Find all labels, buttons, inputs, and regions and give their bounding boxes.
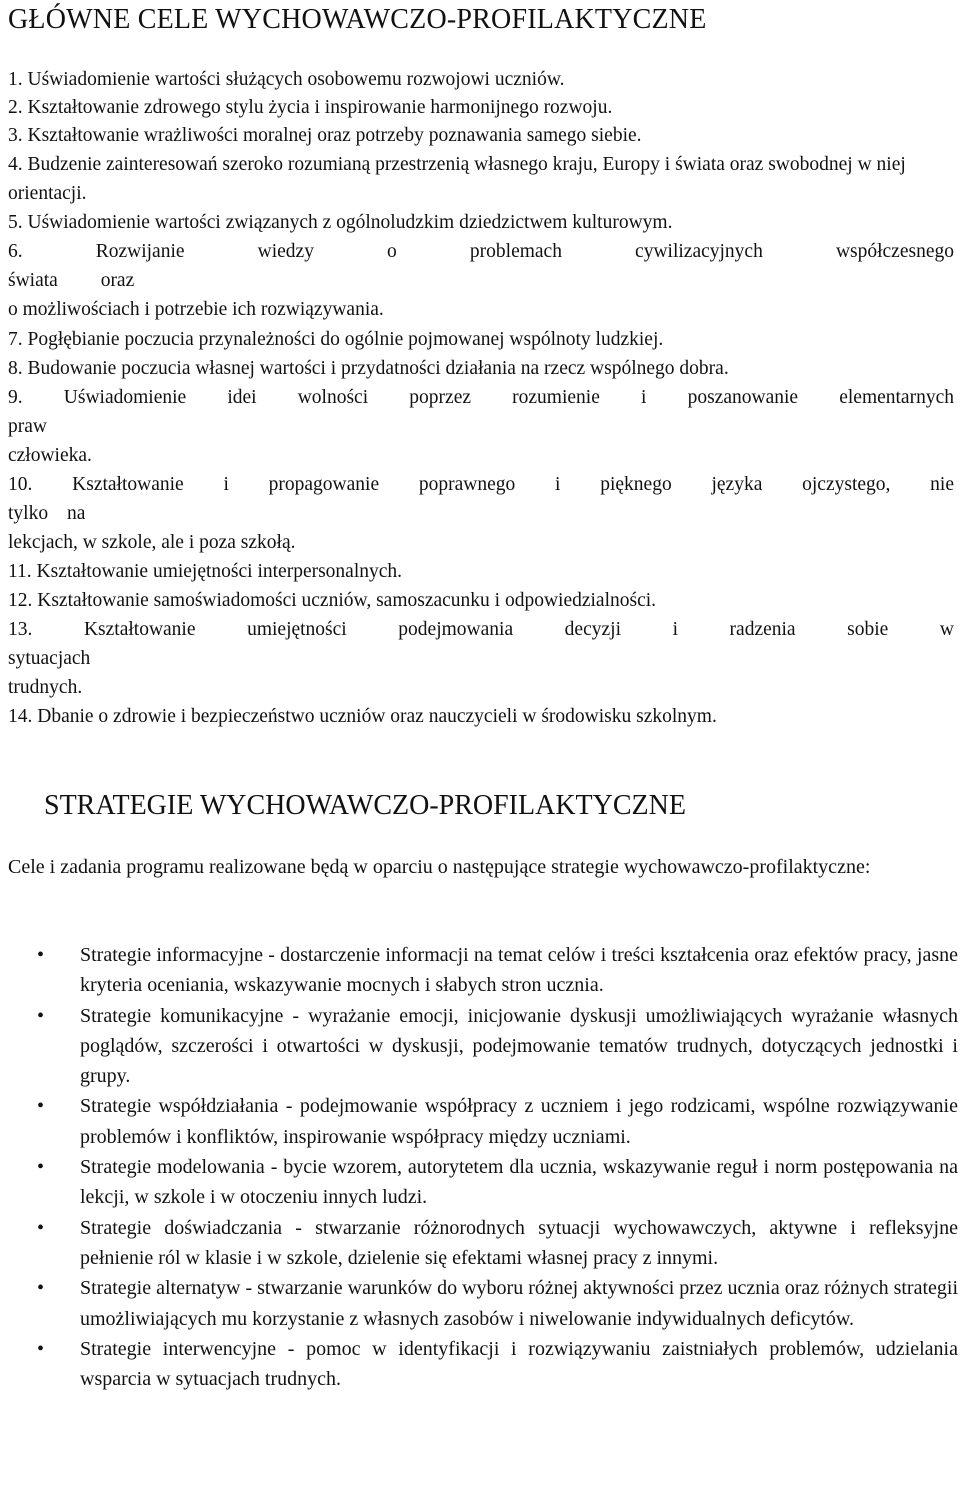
goal-item-6 [8,238,954,325]
strategy-item-modelowania [0,1152,960,1213]
strategy-item-wspoldzialania [0,1091,960,1152]
strategy-text: Strategie modelowania - bycie wzorem, autorytetem dla ucznia, wskazywanie reguł i norm postępowania na lekcji, w szkole i w otoczeniu innych ludzi. [80,1156,958,1209]
goal-item-9-line-3: człowieka. [8,444,92,466]
strategy-item-informacyjne [0,940,960,1001]
strategies-list [0,940,960,1394]
strategy-text: Strategie komunikacyjne - wyrażanie emocji, inicjowanie dyskusji umożliwiających wyrażanie własnych poglądów, szczerości i otwartości w dyskusji, podejmowanie tematów trudnych, dotyczących jednostki i grupy. [80,1004,958,1088]
goal-item-4: 4. Budzenie zainteresowań szeroko rozumianą przestrzenią własnego kraju, Europy i świata oraz swobodnej w niej orientacji. [8,154,906,204]
goal-item-10-line-3: lekcjach, w szkole, ale i poza szkołą. [8,531,296,553]
strategy-item-komunikacyjne [0,1001,960,1092]
goal-item-14: 14. Dbanie o zdrowie i bezpieczeństwo uczniów oraz nauczycieli w środowisku szkolnym. [8,706,717,727]
goal-item-12: 12. Kształtowanie samoświadomości uczniów, samoszacunku i odpowiedzialności. [8,590,657,611]
strategy-item-doswiadczania [0,1213,960,1274]
goal-item-7: 7. Pogłębianie poczucia przynależności do ogólnie pojmowanej wspólnoty ludzkiej. [8,329,664,350]
bullet-icon: • [37,1004,45,1027]
goal-item-9-line-1: 9. Uświadomienie idei wolności poprzez rozumienie i poszanowanie elementarnych [8,387,954,408]
goal-item-13-line-2: sytuacjach [8,647,91,669]
strategy-text: Strategie doświadczania - stwarzanie różnorodnych sytuacji wychowawczych, aktywne i refleksyjne pełnienie ról w klasie i w szkole, dzielenie się efektami własnej pracy z innymi. [80,1216,958,1269]
goal-item-6-line-2: świata oraz [8,269,135,291]
bullet-icon: • [37,1277,45,1300]
section-title-strategies: STRATEGIE WYCHOWAWCZO-PROFILAKTYCZNE [44,790,686,821]
goal-item-9-line-2: praw [8,415,47,437]
goal-item-5: 5. Uświadomienie wartości związanych z ogólnoludzkim dziedzictwem kulturowym. [8,212,673,233]
goal-item-1: 1. Uświadomienie wartości służących osobowemu rozwojowi uczniów. [8,69,565,90]
goal-item-13-line-1: 13. Kształtowanie umiejętności podejmowania decyzji i radzenia sobie w [8,619,954,640]
bullet-icon: • [37,1337,45,1360]
goal-item-13 [8,616,954,703]
goal-item-6-line-1: 6. Rozwijanie wiedzy o problemach cywilizacyjnych współczesnego [8,241,954,262]
goal-item-8: 8. Budowanie poczucia własnej wartości i przydatności działania na rzecz wspólnego dobra. [8,358,729,379]
bullet-icon: • [37,1156,45,1179]
goal-item-10 [8,471,954,558]
goal-item-13-line-3: trudnych. [8,676,83,698]
goal-item-6-line-3: o możliwościach i potrzebie ich rozwiązywania. [8,298,384,320]
strategy-text: Strategie alternatyw - stwarzanie warunków do wyboru różnej aktywności przez ucznia oraz różnych strategii umożliwiających mu korzystanie z własnych zasobów i niwelowanie indywidualnych deficytów. [80,1277,958,1330]
bullet-icon: • [37,944,45,966]
goal-item-10-line-2: tylko na [8,502,86,524]
bullet-icon: • [37,1216,45,1239]
strategy-text: Strategie informacyjne - dostarczenie informacji na temat celów i treści kształcenia oraz efektów pracy, jasne kryteria oceniania, wskazywanie mocnych i słabych stron ucznia. [80,944,958,997]
strategy-text: Strategie interwencyjne - pomoc w identyfikacji i rozwiązywaniu zaistniałych problemów, udzielania wsparcia w sytuacjach trudnych. [80,1337,958,1391]
bullet-icon: • [37,1095,45,1118]
strategy-text: Strategie współdziałania - podejmowanie współpracy z uczniem i jego rodzicami, wspólne rozwiązywanie problemów i konfliktów, inspirowanie współpracy między uczniami. [80,1095,958,1148]
strategies-intro: Cele i zadania programu realizowane będą w oparciu o następujące strategie wychowawczo-profilaktyczne: [8,856,871,878]
page-title: GŁÓWNE CELE WYCHOWAWCZO-PROFILAKTYCZNE [8,4,707,35]
strategy-item-alternatyw [0,1273,960,1334]
goal-item-9 [8,384,954,471]
goal-item-10-line-1: 10. Kształtowanie i propagowanie poprawnego i pięknego języka ojczystego, nie [8,474,954,495]
strategy-item-interwencyjne [0,1334,960,1395]
goal-item-11: 11. Kształtowanie umiejętności interpersonalnych. [8,561,403,582]
goal-item-3: 3. Kształtowanie wrażliwości moralnej oraz potrzeby poznawania samego siebie. [8,125,642,146]
goal-item-2: 2. Kształtowanie zdrowego stylu życia i inspirowanie harmonijnego rozwoju. [8,97,613,118]
